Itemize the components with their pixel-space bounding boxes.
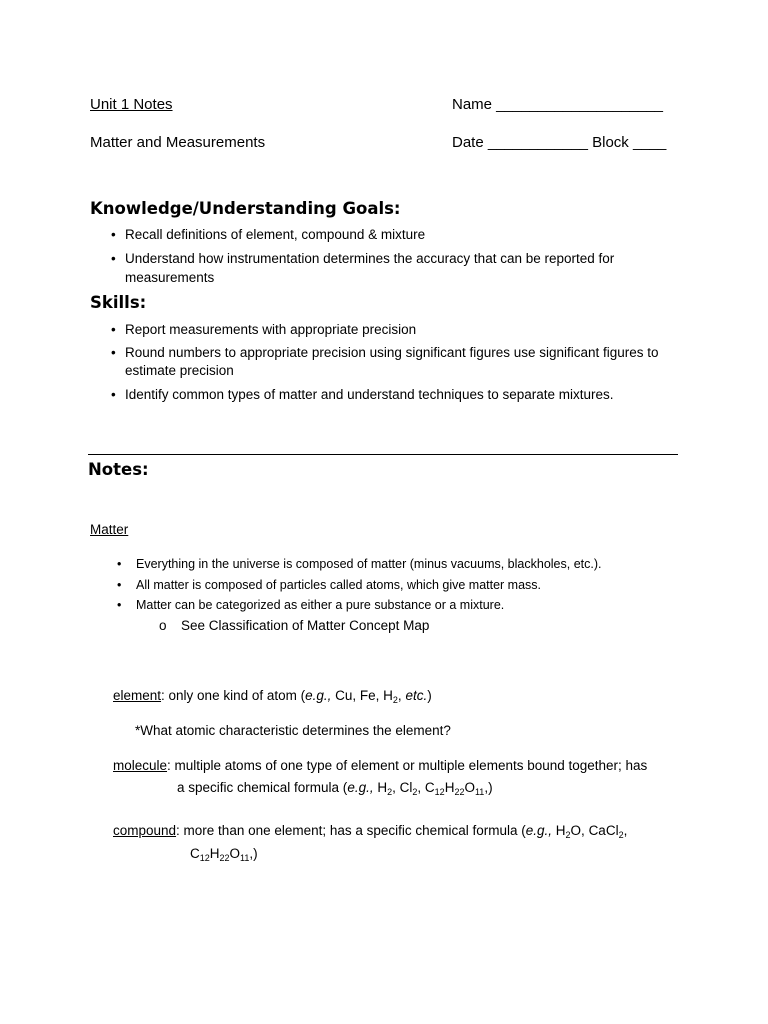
goals-heading: Knowledge/Understanding Goals:: [90, 199, 401, 218]
bullet-icon: •: [111, 387, 116, 402]
element-question: *What atomic characteristic determines the element?: [135, 723, 451, 738]
skills-heading: Skills:: [90, 293, 147, 312]
element-definition: element: only one kind of atom (e.g., Cu, Fe, $H_2$, etc.): [113, 688, 432, 705]
matter-heading: Matter: [90, 522, 129, 537]
goal-item-continuation: measurements: [125, 270, 215, 285]
goal-item: • Understand how instrumentation determines the accuracy that can be reported for: [111, 251, 615, 266]
goal-item: • Recall definitions of element, compound & mixture: [111, 227, 426, 242]
skill-item-continuation: estimate precision: [125, 363, 234, 378]
compound-term: compound: [113, 823, 177, 838]
section-divider: [88, 454, 678, 455]
skill-item: • Report measurements with appropriate precision: [111, 322, 417, 337]
bullet-icon: •: [111, 322, 116, 337]
name-field-label: Name ____________________: [452, 96, 664, 113]
bullet-icon: •: [117, 578, 122, 592]
element-term: element: [113, 688, 162, 703]
bullet-icon: •: [111, 227, 116, 242]
topic-title: Matter and Measurements: [90, 134, 266, 151]
unit-title: Unit 1 Notes: [90, 96, 173, 113]
list-item: • Everything in the universe is composed of matter (minus vacuums, blackholes, etc.).: [117, 557, 602, 571]
circle-bullet-icon: o: [159, 618, 167, 633]
bullet-icon: •: [111, 345, 116, 360]
date-block-field-label: Date ____________ Block ____: [452, 134, 667, 151]
molecule-definition-line-1: molecule: multiple atoms of one type of element or multiple elements bound together; has: [113, 758, 648, 773]
skill-item: • Round numbers to appropriate precision using significant figures use significant figures to: [111, 345, 659, 360]
list-item: • All matter is composed of particles called atoms, which give matter mass.: [117, 578, 542, 592]
notes-heading: Notes:: [88, 460, 149, 479]
compound-definition-line-2: $C_{12}H_{22}O_{11}$,): [190, 846, 258, 863]
sub-list-item: o See Classification of Matter Concept Map: [159, 618, 430, 633]
bullet-icon: •: [117, 598, 122, 612]
molecule-definition-line-2: a specific chemical formula (e.g., $H_2$, $Cl_2$, $C_{12}H_{22}O_{11}$,): [177, 780, 493, 797]
molecule-term: molecule: [113, 758, 168, 773]
list-item: • Matter can be categorized as either a pure substance or a mixture.: [117, 598, 505, 612]
skill-item: • Identify common types of matter and understand techniques to separate mixtures.: [111, 387, 614, 402]
bullet-icon: •: [111, 251, 116, 266]
bullet-icon: •: [117, 557, 122, 571]
compound-definition-line-1: compound: more than one element; has a specific chemical formula (e.g., $H_2O$, CaCl$_2$,: [113, 823, 628, 840]
